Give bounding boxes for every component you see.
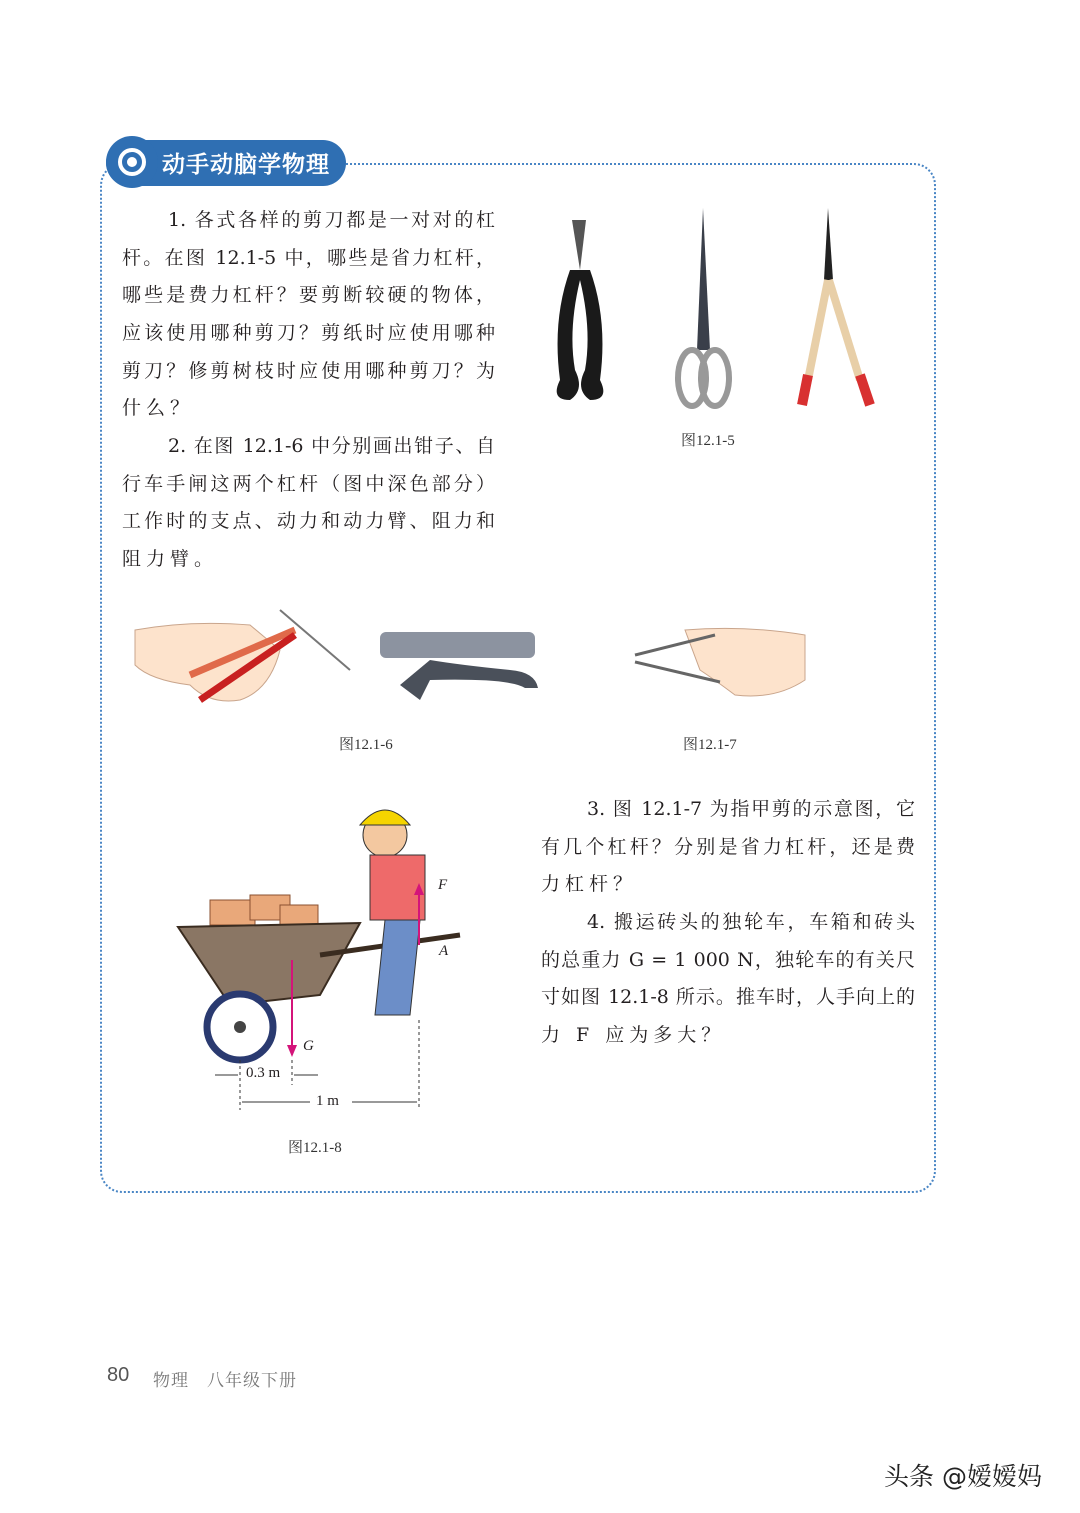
text-line: 哪些是费力杠杆？要剪断较硬的物体，	[122, 284, 495, 307]
text-line: 寸如图 12.1-8 所示。推车时，人手向上的	[541, 986, 915, 1009]
text-line: 力 F 应为多大？	[541, 1024, 726, 1047]
force-label: F	[438, 877, 448, 893]
point-label: A	[439, 943, 449, 959]
text-line: 行车手闸这两个杠杆（图中深色部分）	[122, 472, 495, 495]
watermark: 头条 @嫒嫒妈	[884, 1462, 1042, 1491]
page-number: 80	[107, 1364, 130, 1386]
section-title: 动手动脑学物理	[162, 152, 330, 178]
section-icon-dot	[127, 157, 137, 167]
text-line: 什么？	[122, 397, 195, 420]
long-dimension-label: 1 m	[316, 1093, 339, 1109]
text-line: 3. 图 12.1-7 为指甲剪的示意图，它	[587, 798, 915, 820]
text-line: 的总重力 G = 1 000 N，独轮车的有关尺	[541, 948, 915, 971]
text-line: 力杠杆？	[541, 873, 638, 896]
text-line: 1. 各式各样的剪刀都是一对对的杠	[168, 209, 495, 231]
text-line: 2. 在图 12.1-6 中分别画出钳子、自	[168, 435, 495, 457]
question-2	[122, 428, 495, 579]
question-3	[541, 791, 915, 904]
hand-with-pliers-icon	[135, 610, 350, 701]
wheelbarrow-figure	[170, 795, 470, 1115]
paper-scissors-icon	[678, 208, 729, 406]
question-4	[541, 904, 915, 1055]
text-line: 阻力臂。	[122, 548, 219, 571]
pliers-and-brake-figure	[130, 590, 550, 715]
figure-caption: 图12.1-8	[288, 1140, 342, 1156]
text-line: 应该使用哪种剪刀？剪纸时应使用哪种	[122, 322, 495, 345]
book-title: 物理 八年级下册	[153, 1371, 297, 1391]
text-line: 工作时的支点、动力和动力臂、阻力和	[122, 510, 495, 533]
figure-caption: 图12.1-6	[339, 737, 393, 753]
figure-caption: 图12.1-7	[683, 737, 737, 753]
question-1	[122, 202, 495, 428]
text-line: 4. 搬运砖头的独轮车，车箱和砖头	[587, 911, 915, 933]
tin-snips-icon	[557, 220, 604, 400]
text-line: 剪刀？修剪树枝时应使用哪种剪刀？为	[122, 359, 495, 382]
short-dimension-label: 0.3 m	[246, 1065, 281, 1081]
gravity-label: G	[303, 1038, 314, 1054]
nail-clipper-figure	[625, 620, 810, 710]
scissors-figure	[540, 200, 890, 415]
hedge-shears-icon	[802, 208, 870, 405]
text-line: 杆。在图 12.1-5 中，哪些是省力杠杆，	[122, 246, 495, 269]
bicycle-brake-icon	[380, 632, 538, 700]
text-line: 有几个杠杆？分别是省力杠杆，还是费	[541, 835, 915, 858]
figure-caption: 图12.1-5	[681, 433, 735, 449]
